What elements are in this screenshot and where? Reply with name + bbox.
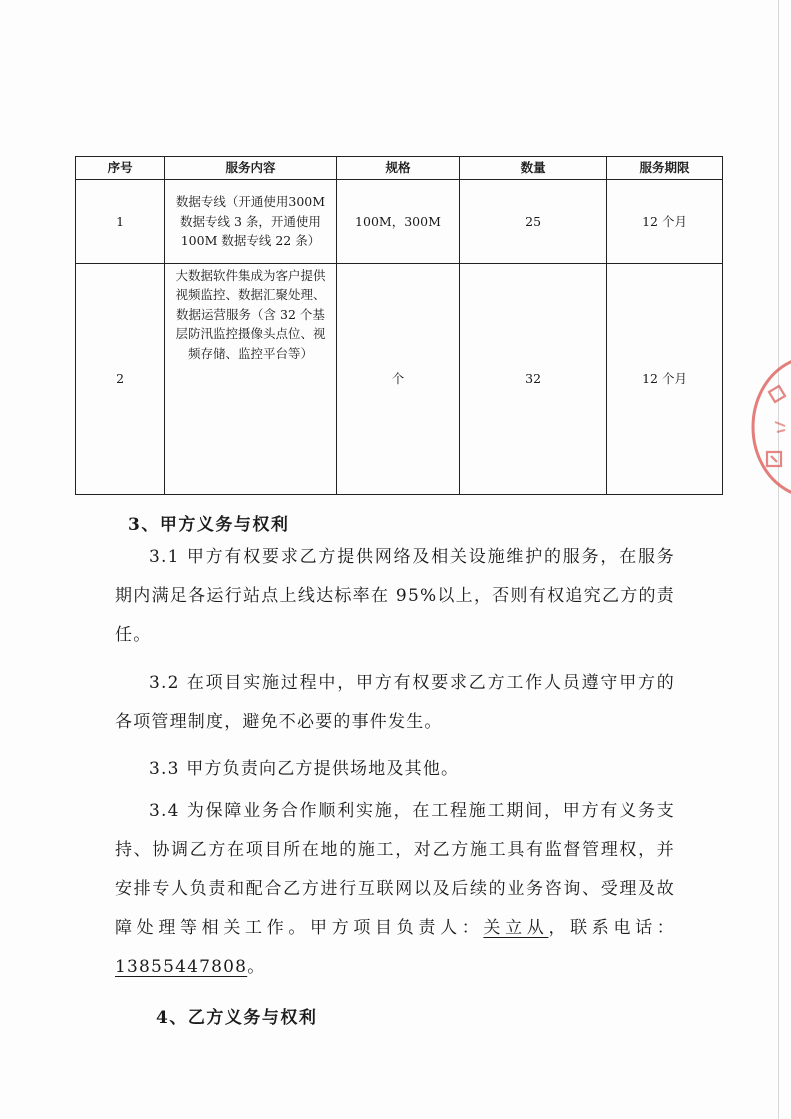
section3-p2-text: 3.2 在项目实施过程中，甲方有权要求乙方工作人员遵守甲方的各项管理制度，避免不必要的事件发生。 [115, 673, 675, 732]
section3-paragraph-2 [115, 664, 675, 742]
cell-content-text: 数据专线（开通使用300M 数据专线 3 条，开通使用 100M 数据专线 22 条） [175, 194, 326, 249]
table-header-row [76, 157, 723, 180]
section3-p4-text: 3.4 为保障业务合作顺利实施，在工程施工期间，甲方有义务支持、协调乙方在项目所在地的施工，对乙方施工具有监督管理权，并安排专人负责和配合乙方进行互联网以及后续的业务咨询、受理及故障处理等相关工作。甲方项目负责人： [115, 801, 675, 938]
cell-spec: 100M，300M [336, 180, 459, 264]
cell-content-text: 大数据软件集成为客户提供视频监控、数据汇聚处理、数据运营服务（含 32 个基层防汛监控摄像头点位、视频存储、监控平台等） [175, 268, 326, 361]
header-spec: 规格 [336, 157, 459, 180]
table-row [76, 180, 723, 264]
section3-p1-text: 3.1 甲方有权要求乙方提供网络及相关设施维护的服务，在服务期内满足各运行站点上线达标率在 95%以上，否则有权追究乙方的责任。 [115, 547, 675, 645]
cell-period: 12 个月 [607, 264, 723, 495]
cell-content [165, 180, 337, 264]
section3-paragraph-3 [115, 750, 675, 789]
cell-qty: 32 [460, 264, 607, 495]
cell-spec: 个 [336, 264, 459, 495]
contact-phone: 13855447808 [115, 957, 248, 977]
red-seal-fragment-icon [745, 352, 791, 502]
table-row [76, 264, 723, 495]
cell-qty: 25 [460, 180, 607, 264]
section3-p4-end: 。 [247, 957, 266, 977]
cell-no: 1 [76, 180, 165, 264]
header-period: 服务期限 [607, 157, 723, 180]
section3-p3-text: 3.3 甲方负责向乙方提供场地及其他。 [149, 759, 460, 779]
page-edge-line [778, 0, 779, 1119]
cell-no: 2 [76, 264, 165, 495]
cell-period: 12 个月 [607, 180, 723, 264]
section3-p4-mid: ，联系电话： [548, 918, 675, 938]
header-no: 序号 [76, 157, 165, 180]
project-manager-name: 关立从 [483, 918, 549, 938]
section4-heading: 4、乙方义务与权利 [156, 1008, 318, 1028]
header-qty: 数量 [460, 157, 607, 180]
cell-content [165, 264, 337, 495]
section3-paragraph-1 [115, 538, 675, 655]
section3-paragraph-4 [115, 792, 675, 987]
service-table [75, 156, 723, 495]
header-content: 服务内容 [165, 157, 337, 180]
section3-heading: 3、甲方义务与权利 [128, 515, 290, 535]
